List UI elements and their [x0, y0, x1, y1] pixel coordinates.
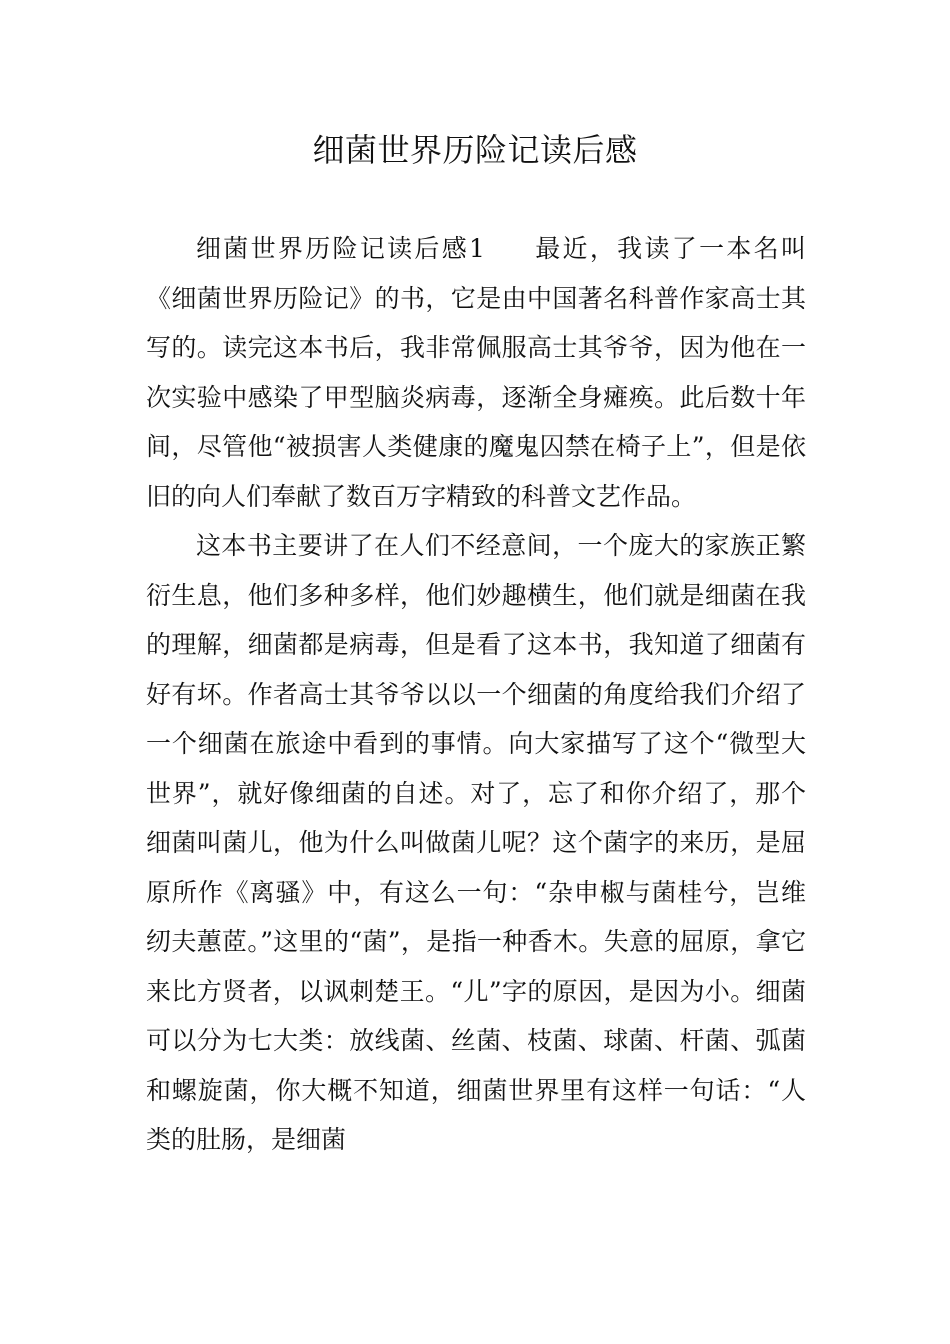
paragraph-2-text: 这本书主要讲了在人们不经意间，一个庞大的家族正繁衍生息，他们多种多样，他们妙趣横生，他们就是细菌在我的理解，细菌都是病毒，但是看了这本书，我知道了细菌有好有坏。作者高士其爷爷以以一个细菌的角度给我们介绍了一个细菌在旅途中看到的事情。向大家描写了这个“微型大世界”，就好像细菌的自述。对了，忘了和你介绍了，那个细菌叫菌儿，他为什么叫做菌儿呢？这个菌字的来历，是屈原所作《离骚》中，有这么一句：“杂申椒与菌桂兮，岂维纫夫蕙茝。”这里的“菌”，是指一种香木。失意的屈原，拿它来比方贤者，以讽刺楚王。“儿”字的原因，是因为小。细菌可以分为七大类：放线菌、丝菌、枝菌、球菌、杆菌、弧菌和螺旋菌，你大概不知道，细菌世界里有这样一句话：“人类的肚肠，是细菌 — [146, 531, 806, 1154]
section-heading-inline: 细菌世界历险记读后感1 — [196, 234, 485, 263]
paragraph-1-text: 最近，我读了一本名叫《细菌世界历险记》的书，它是由中国著名科普作家高士其写的。读完这本书后，我非常佩服高士其爷爷，因为他在一次实验中感染了甲型脑炎病毒，逐渐全身瘫痪。此后数十年间，尽管他“被损害人类健康的魔鬼囚禁在椅子上”，但是依旧的向人们奉献了数百万字精致的科普文艺作品。 — [146, 234, 806, 511]
document-title: 细菌世界历险记读后感 — [312, 131, 638, 169]
paragraph-2 — [146, 521, 806, 1165]
document-body — [146, 224, 806, 1165]
paragraph-1 — [146, 224, 806, 521]
